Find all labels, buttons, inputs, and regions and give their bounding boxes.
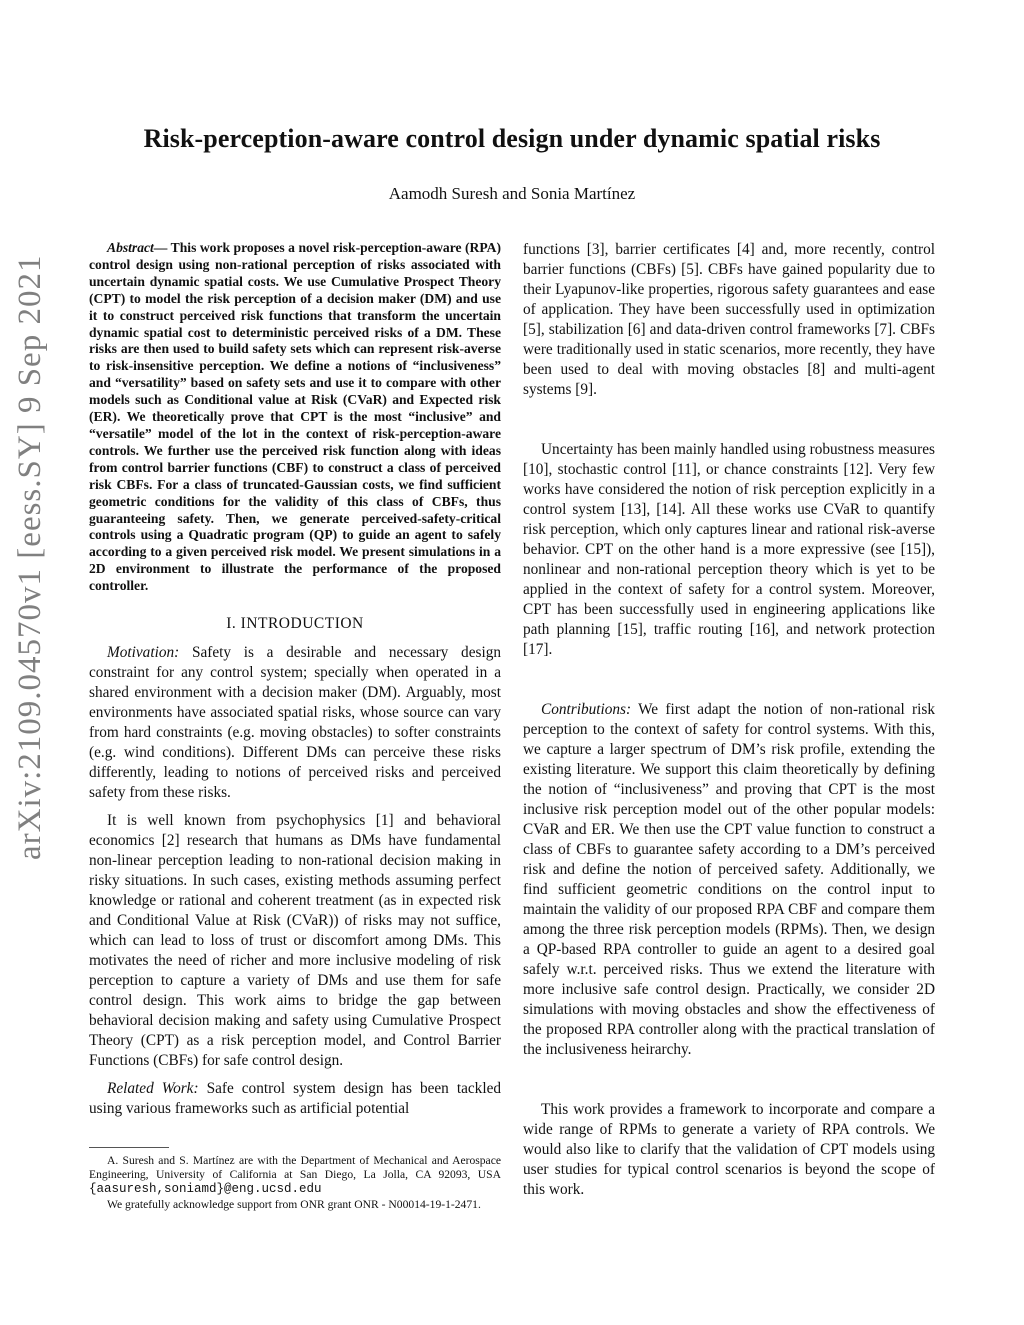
paragraph-framework: This work provides a framework to incorporate and compare a wide range of RPMs to generate a variety of RPA controls. We would also like to clarify that the validation of CPT models using user studies for typical control scenarios is beyond the scope of this work. — [523, 1101, 935, 1198]
paragraph-uncertainty: Uncertainty has been mainly handled using robustness measures [10], stochastic control [11], or chance constraints [12]. Very few works have considered the notion of risk perception explicitly in a control system [13], [14]. All these works use CVaR to quantify risk perception, which only captures linear and rational risk-averse behavior. CPT on the other hand is a more expressive (see [15]), nonlinear and non-rational perception theory which is yet to be applied in the context of safety for a control system. Moreover, CPT has been successfully used in engineering applications like path planning [15], traffic routing [16], and network protection [17]. — [523, 441, 935, 658]
paragraph-motivation — [89, 643, 501, 803]
abstract-text: This work proposes a novel risk-perception-aware (RPA) control design using non-rational perception of risks associated with uncertain dynamic spatial costs. We use Cumulative Prospect Theory (CPT) to model the risk perception of a decision maker (DM) and use it to construct perceived risk functions that transform the uncertain dynamic spatial cost to deterministic perceived risks of a DM. These risks are then used to build safety sets which can represent risk-averse to risk-insensitive perception. We define a notions of “inclusiveness” and “versatility” based on safety sets and use it to compare with other models such as Conditional value at Risk (CVaR) and Expected risk (ER). We theoretically prove that CPT is the most “inclusive” and “versatile” model of the lot in the context of risk-perception-aware controls. We further use the perceived risk function along with ideas from control barrier functions (CBF) to construct a class of perceived risk CBFs. For a class of truncated-Gaussian costs, we find sufficient geometric conditions for the validity of this class of CBFs, thus guaranteeing safety. Then, we generate perceived-safety-critical controls using a Quadratic program (QP) to guide an agent to safely according to a given perceived risk model. We present simulations in a 2D environment to illustrate the performance of the proposed controller. — [89, 240, 501, 594]
paragraph-lead: Contributions: — [541, 701, 632, 718]
abstract-label: Abstract— — [107, 240, 168, 255]
left-column — [89, 240, 501, 1214]
footnote-grant: We gratefully acknowledge support from ONR grant ONR - N00014-19-1-2471. — [107, 1198, 481, 1212]
paragraph-text: It is well known from psychophysics [1] and behavioral economics [2] research that humans as DMs have fundamental non-linear perception leading to non-rational decision making in risky situations. In such cases, existing methods assuming perfect knowledge or rational and coherent treatment (as in expected risk and Conditional Value at Risk (CVaR)) of risks may not suffice, which can lead to loss of trust or discomfort among DMs. This motivates the need of richer and more inclusive modeling of risk perception to capture a variety of DMs and use them for safe control design. This work aims to bridge the gap between behavioral decision making and safety using Cumulative Prospect Theory (CPT) as a risk perception model, and Control Barrier Functions (CBFs) for safe control design. — [89, 812, 501, 1070]
footnote-rule — [89, 1147, 169, 1148]
paragraph-text: We first adapt the notion of non-rational risk perception to the context of safety for control systems. With this, we capture a larger spectrum of DM’s risk profile, extending the existing literature. We support this claim theoretically by defining the notion of “inclusiveness” and proving that CPT is the most inclusive risk perception model out of the other popular models: CVaR and ER. We then use the CPT value function to construct a class of CBFs to guarantee safety according to a DM’s perceived risk and define the notion of perceived safety. Additionally, we find sufficient geometric conditions on the control input to maintain the validity of our proposed RPA CBF and compare them among the three risk perception models (RPMs). Then, we design a QP-based RPA controller to guide an agent to a desired goal safely w.r.t. perceived risks. Thus we extend the literature with more inclusive safe control design. Practically, we consider 2D simulations with moving obstacles and show the effectiveness of the proposed RPA controller along with the practical translation of the inclusiveness heirarchy. — [523, 701, 935, 1058]
section-heading-introduction: I. INTRODUCTION — [226, 615, 364, 633]
footnote-affiliation — [89, 1154, 501, 1196]
abstract — [89, 240, 501, 595]
paragraph-lead: Related Work: — [107, 1080, 199, 1098]
paragraph-text: Safe control system design has been tackled using various frameworks such as artificial potential — [89, 1080, 502, 1118]
paragraph-contributions — [523, 700, 935, 1060]
right-column — [523, 240, 935, 1208]
paragraph-psychophysics — [89, 811, 501, 1071]
footnote-affiliation-text: A. Suresh and S. Martínez are with the Department of Mechanical and Aerospace Engineering, University of California at San Diego, La Jolla, CA 92093, USA — [89, 1154, 501, 1182]
footnote-email: {aasuresh,soniamd}@eng.ucsd.edu — [89, 1182, 322, 1197]
paper-title: Risk-perception-aware control design under dynamic spatial risks — [143, 124, 881, 153]
paragraph-lead: Motivation: — [107, 644, 180, 662]
paragraph-related-work — [89, 1079, 501, 1119]
paragraph-cbf-continued: functions [3], barrier certificates [4] and, more recently, control barrier functions (CBFs) [5]. CBFs have gained popularity due to their Lyapunov-like properties, rigorous safety guarantees and ease of application. They have been successfully used in optimization [5], stabilization [6] and data-driven control frameworks [7]. CBFs were traditionally used in static scenarios, more recently, they have been used to deal with moving obstacles [8] and multi-agent systems [9]. — [523, 241, 935, 398]
paragraph-text: Safety is a desirable and necessary design constraint for any control system; specially when operated in a shared environment with a decision maker (DM). Arguably, most environments have associated spatial risks, whose source can vary from hard constraints (e.g. moving obstacles) to softer constraints (e.g. wind conditions). Different DMs can perceive these risks differently, leading to notions of perceived risks and perceived safety from these risks. — [89, 644, 501, 802]
paper-authors: Aamodh Suresh and Sonia Martínez — [388, 184, 636, 203]
arxiv-identifier: arXiv:2109.04570v1 [eess.SY] 9 Sep 2021 — [12, 254, 48, 860]
